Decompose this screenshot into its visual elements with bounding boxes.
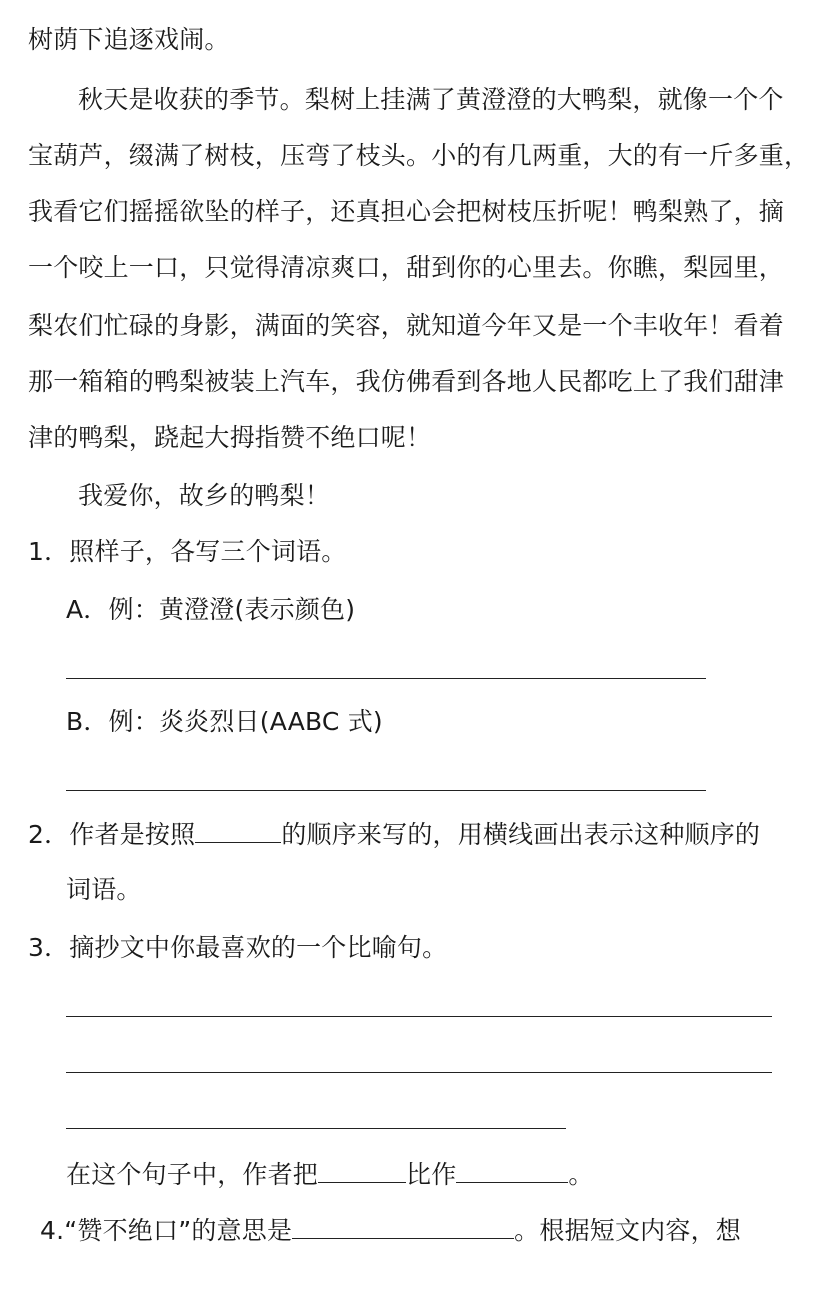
question-3-fill-end: 。	[568, 1160, 594, 1189]
answer-blank-subject[interactable]	[318, 1158, 406, 1183]
question-1: 1．照样子，各写三个词语。	[28, 537, 347, 566]
answer-line-3c[interactable]	[66, 1128, 566, 1129]
passage-line-5: 梨农们忙碌的身影，满面的笑容，就知道今年又是一个丰收年！看着	[28, 311, 785, 340]
passage-line-0: 树荫下追逐戏闹。	[28, 25, 230, 54]
question-2	[28, 818, 760, 851]
question-4-prefix: 4.“赞不绝口”的意思是	[40, 1216, 293, 1245]
question-2-prefix: 2．作者是按照	[28, 820, 196, 849]
answer-blank-meaning[interactable]	[292, 1214, 514, 1239]
passage-line-7: 津的鸭梨，跷起大拇指赞不绝口呢！	[28, 423, 432, 452]
question-3-fill-prefix: 在这个句子中，作者把	[66, 1160, 319, 1189]
answer-line-1b[interactable]	[66, 790, 706, 791]
answer-line-3a[interactable]	[66, 1016, 772, 1017]
passage-line-6: 那一箱箱的鸭梨被装上汽车，我仿佛看到各地人民都吃上了我们甜津	[28, 367, 785, 396]
question-2-suffix: 的顺序来写的，用横线画出表示这种顺序的	[281, 820, 761, 849]
passage-line-3: 我看它们摇摇欲坠的样子，还真担心会把树枝压折呢！鸭梨熟了，摘	[28, 197, 785, 226]
passage-line-8: 我爱你，故乡的鸭梨！	[78, 481, 331, 510]
answer-line-1a[interactable]	[66, 678, 706, 679]
passage-line-2: 宝葫芦，缀满了树枝，压弯了枝头。小的有几两重，大的有一斤多重，	[28, 141, 810, 170]
passage-line-1: 秋天是收获的季节。梨树上挂满了黄澄澄的大鸭梨，就像一个个	[78, 85, 784, 114]
question-4-suffix: 。根据短文内容，想	[514, 1216, 741, 1245]
question-2-cont: 词语。	[66, 875, 142, 904]
answer-line-3b[interactable]	[66, 1072, 772, 1073]
question-3: 3．摘抄文中你最喜欢的一个比喻句。	[28, 933, 448, 962]
question-1-a: A．例：黄澄澄(表示颜色)	[66, 595, 356, 624]
question-1-b: B．例：炎炎烈日(AABC 式)	[66, 707, 383, 736]
passage-line-4: 一个咬上一口，只觉得清凉爽口，甜到你的心里去。你瞧，梨园里，	[28, 253, 785, 282]
answer-blank-order[interactable]	[195, 818, 281, 843]
answer-blank-object[interactable]	[456, 1158, 568, 1183]
question-3-fill	[66, 1158, 594, 1191]
question-3-fill-middle: 比作	[406, 1160, 457, 1189]
question-4	[40, 1214, 741, 1247]
